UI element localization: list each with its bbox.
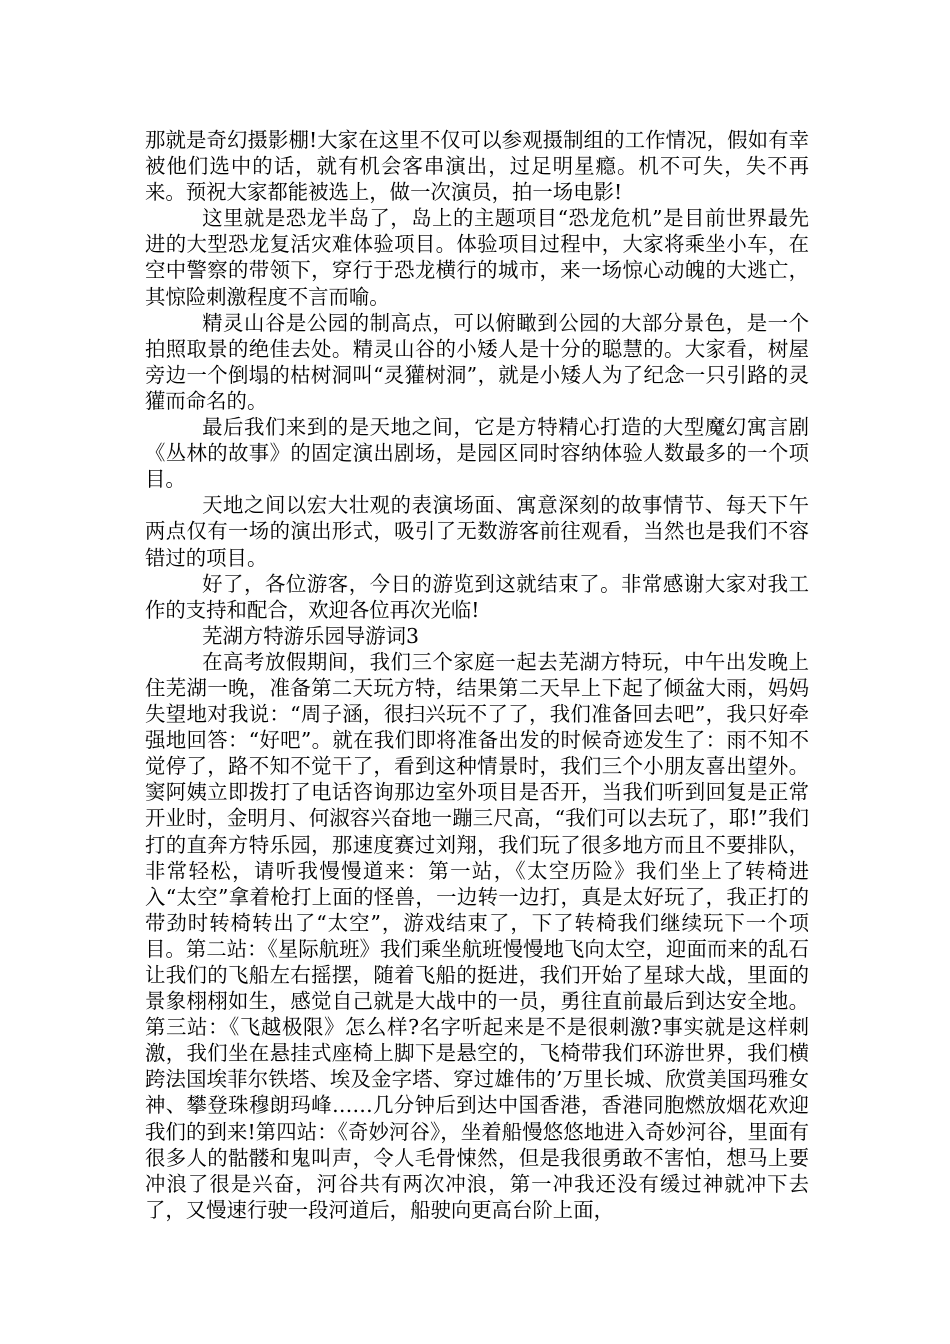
- paragraph-dinosaur-peninsula: 这里就是恐龙半岛了，岛上的主题项目“恐龙危机”是目前世界最先进的大型恐龙复活灾难体验项目。体验项目过程中，大家将乘坐小车，在空中警察的带领下，穿行于恐龙横行的城市，来一场惊心动魄的大逃亡，其惊险刺激程度不言而喻。: [145, 206, 809, 309]
- paragraph-farewell: 好了，各位游客，今日的游览到这就结束了。非常感谢大家对我工作的支持和配合，欢迎各位再次光临!: [145, 571, 809, 622]
- paragraph-trip-story: 在高考放假期间，我们三个家庭一起去芜湖方特玩，中午出发晚上住芜湖一晚，准备第二天玩方特，结果第二天早上下起了倾盆大雨，妈妈失望地对我说：“周子涵，很扫兴玩不了了，我们准备回去吧”，我只好牵强地回答：“好吧”。就在我们即将准备出发的时候奇迹发生了：雨不知不觉停了，路不知不觉干了，看到这种情景时，我们三个小朋友喜出望外。窦阿姨立即拨打了电话咨询那边室外项目是否开，当我们听到回复是正常开业时，金明月、何淑容兴奋地一蹦三尺高，“我们可以去玩了，耶!”我们打的直奔方特乐园，那速度赛过刘翔，我们玩了很多地方而且不要排队，非常轻松，请听我慢慢道来：第一站，《太空历险》我们坐上了转椅进入“太空”拿着枪打上面的怪兽，一边转一边打，真是太好玩了，我正打的带劲时转椅转出了“太空”，游戏结束了，下了转椅我们继续玩下一个项目。第二站：《星际航班》我们乘坐航班慢慢地飞向太空，迎面而来的乱石让我们的飞船左右摇摆，随着飞船的挺进，我们开始了星球大战，里面的景象栩栩如生，感觉自己就是大战中的一员，勇往直前最后到达安全地。第三站：《飞越极限》怎么样?名字听起来是不是很刺激?事实就是这样刺激，我们坐在悬挂式座椅上脚下是悬空的，飞椅带我们环游世界，我们横跨法国埃菲尔铁塔、埃及金字塔、穿过雄伟的’万里长城、欣赏美国玛雅女神、攀登珠穆朗玛峰……几分钟后到达中国香港，香港同胞燃放烟花欢迎我们的到来!第四站：《奇妙河谷》，坐着船慢悠悠地进入奇妙河谷，里面有很多人的骷髅和鬼叫声，令人毛骨悚然，但是我很勇敢不害怕，想马上要冲浪了很是兴奋，河谷共有两次冲浪，第一冲我还没有缓过神就冲下去了，又慢速行驶一段河道后，船驶向更高台阶上面，: [145, 649, 809, 1222]
- paragraph-heaven-and-earth: 最后我们来到的是天地之间，它是方特精心打造的大型魔幻寓言剧《丛林的故事》的固定演出剧场，是园区同时容纳体验人数最多的一个项目。: [145, 415, 809, 492]
- document-body: [145, 127, 809, 1223]
- paragraph-performance: 天地之间以宏大壮观的表演场面、寓意深刻的故事情节、每天下午两点仅有一场的演出形式，吸引了无数游客前往观看，当然也是我们不容错过的项目。: [145, 493, 809, 570]
- paragraph-fantasy-studio: 那就是奇幻摄影棚!大家在这里不仅可以参观摄制组的工作情况，假如有幸被他们选中的话，就有机会客串演出，过足明星瘾。机不可失，失不再来。预祝大家都能被选上，做一次演员，拍一场电影!: [145, 128, 809, 205]
- paragraph-elf-valley: 精灵山谷是公园的制高点，可以俯瞰到公园的大部分景色，是一个拍照取景的绝佳去处。精灵山谷的小矮人是十分的聪慧的。大家看，树屋旁边一个倒塌的枯树洞叫“灵獾树洞”，就是小矮人为了纪念一只引路的灵獾而命名的。: [145, 310, 809, 413]
- section-heading: 芜湖方特游乐园导游词3: [202, 623, 419, 648]
